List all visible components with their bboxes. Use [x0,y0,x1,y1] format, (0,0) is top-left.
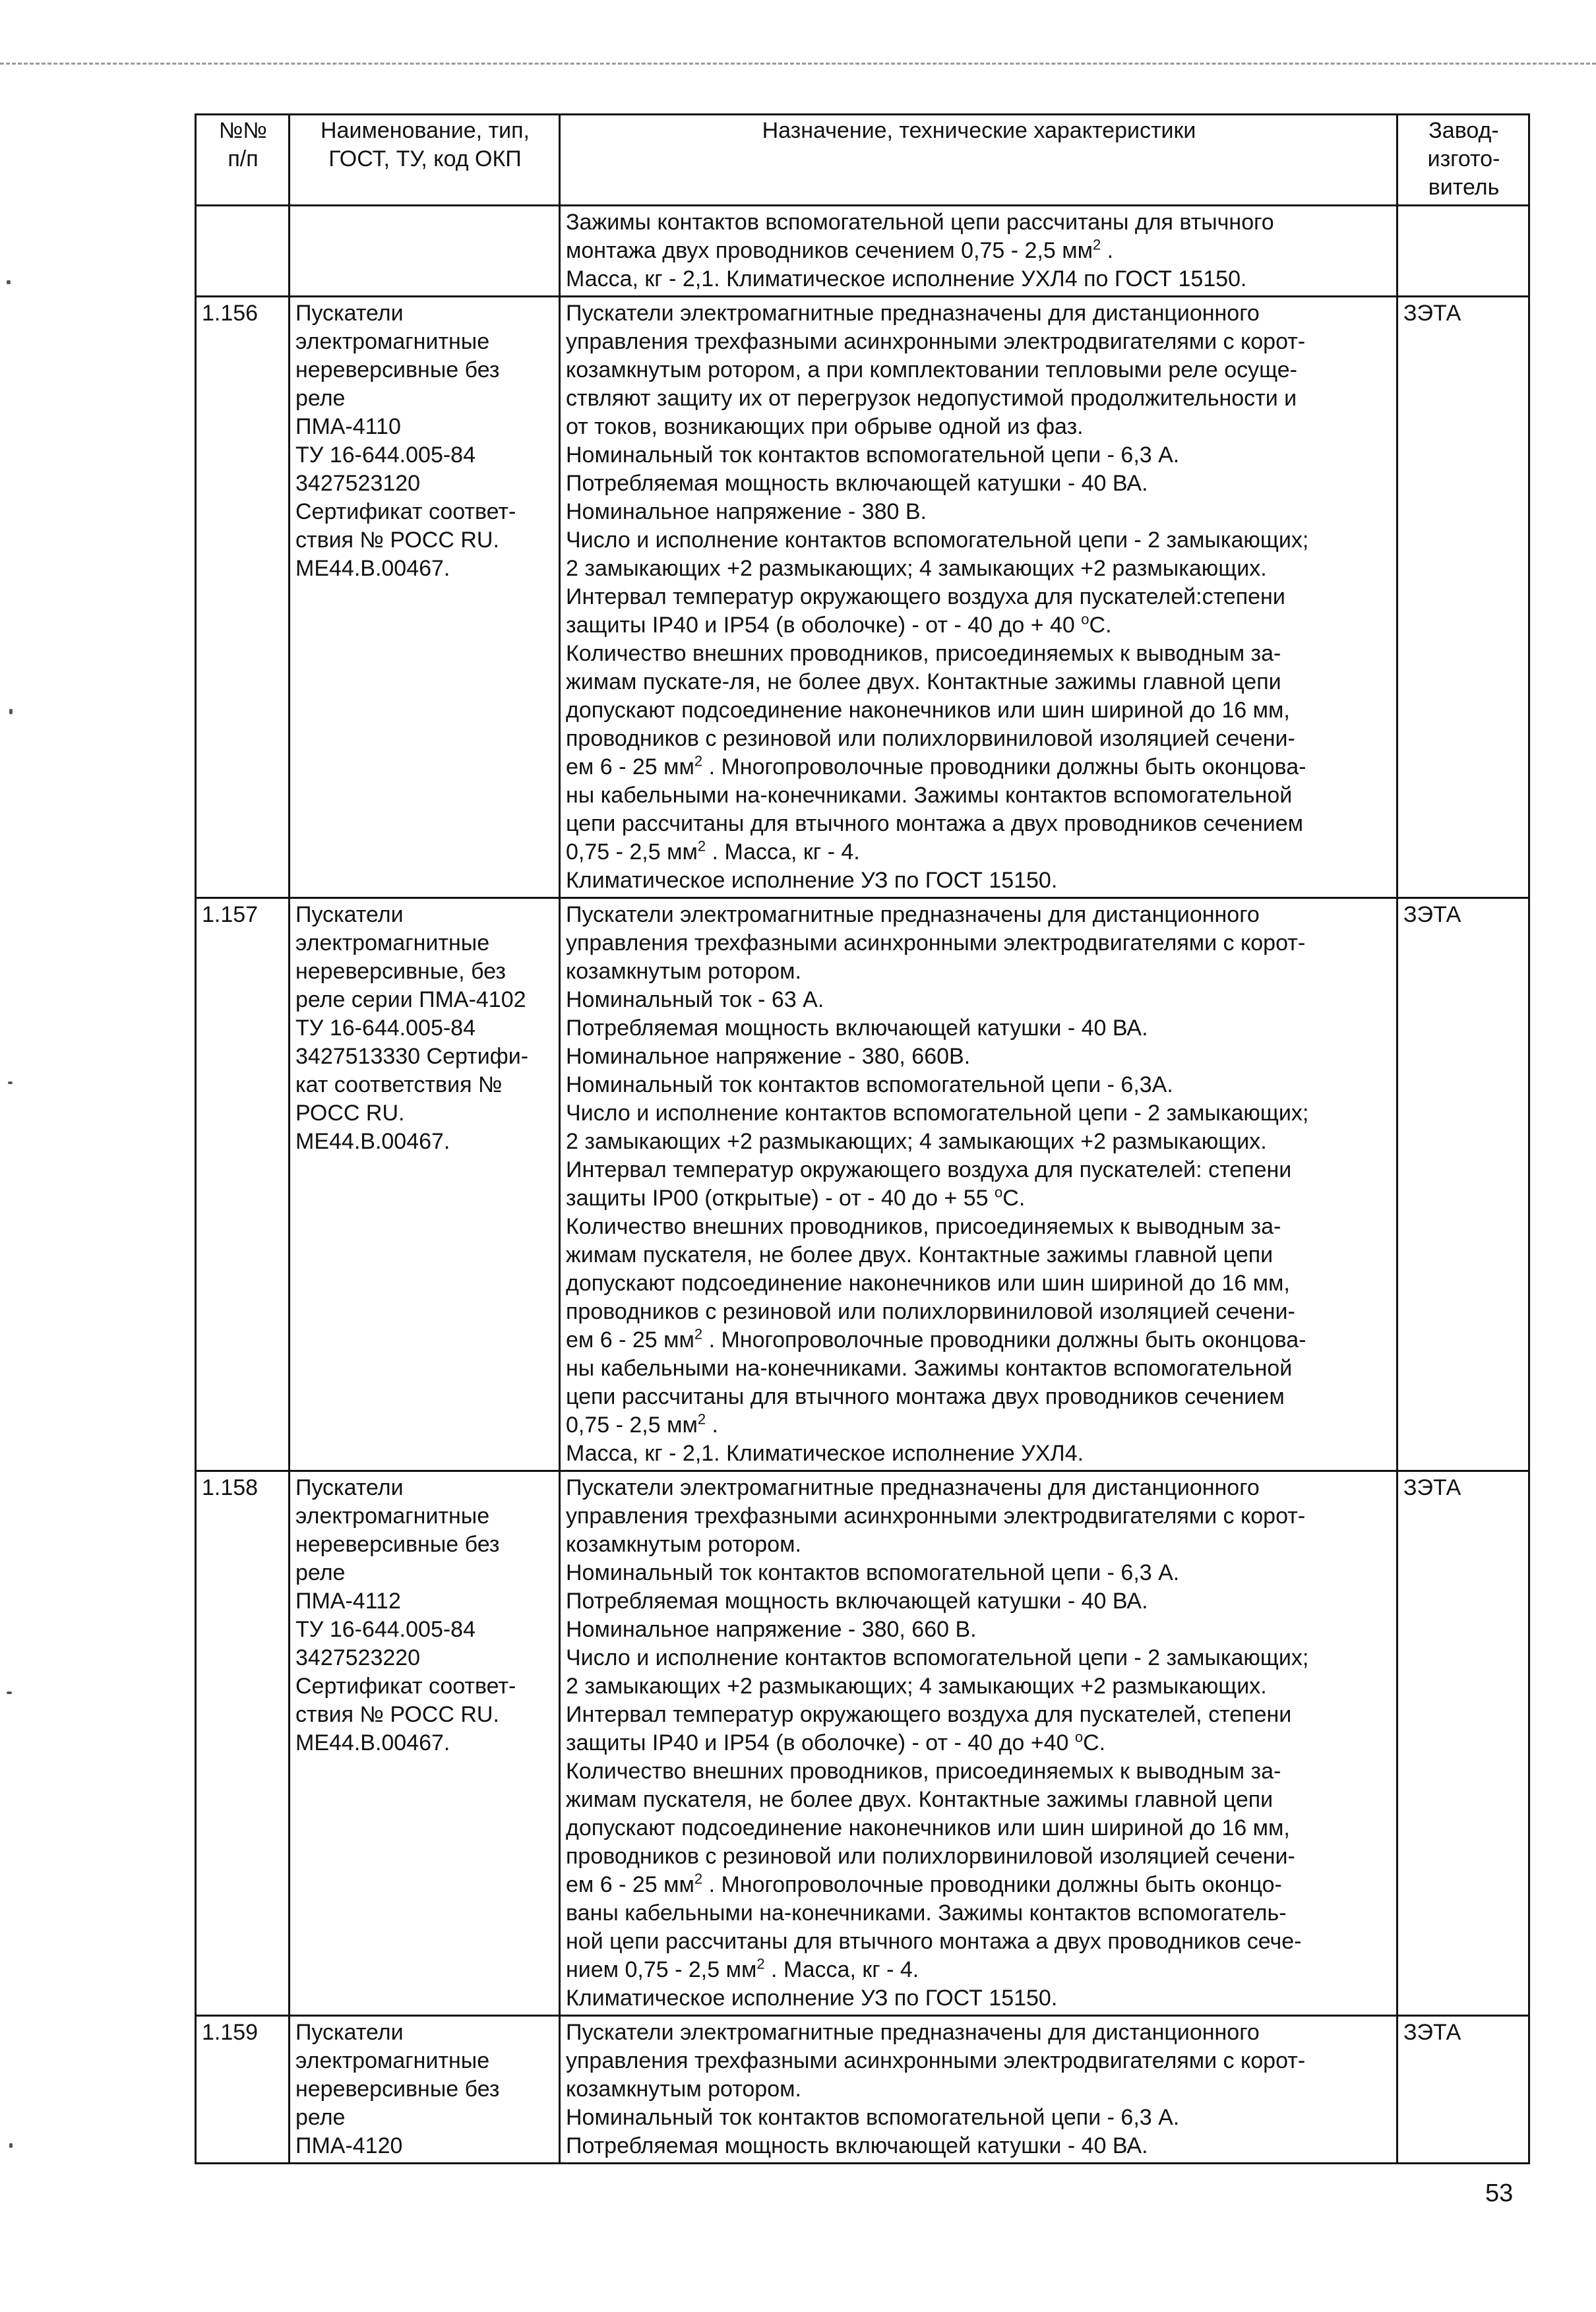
description-line: проводников с резиновой или полихлорвиниловой изоляцией сечени- [566,726,1295,751]
description-line: цепи рассчитаны для втычного монтажа двух проводников сечением [566,1384,1285,1409]
description-line: ной цепи рассчитаны для втычного монтажа а двух проводников сече- [566,1929,1302,1954]
description-line: Номинальный ток контактов вспомогательной цепи - 6,3А. [566,1072,1173,1097]
table-row [196,1471,1529,2016]
description-line: Пускатели электромагнитные предназначены для дистанционного [566,301,1260,326]
name-line: реле [295,2105,346,2130]
scan-speck [8,1081,13,1084]
description-line: Климатическое исполнение УЗ по ГОСТ 15150. [566,868,1058,893]
name-line: Сертификат соответ- [295,1674,516,1699]
name-line: электромагнитные [295,1504,490,1529]
cell-number: 1.158 [196,1471,290,2016]
description-line: козамкнутым ротором, а при комплектовании тепловыми реле осуще- [566,357,1297,382]
table-row [196,2016,1529,2164]
description-line: Номинальное напряжение - 380, 660В. [566,1044,971,1069]
description-line: проводников с резиновой или полихлорвиниловой изоляцией сечени- [566,1299,1295,1324]
description-line: Интервал температур окружающего воздуха для пускателей:степени [566,584,1285,609]
header-line: №№ [219,118,267,143]
description-line: защиты IP40 и IP54 (в оболочке) - от - 40 до + 40 $^o$С. [566,611,1112,638]
scan-speck [7,1691,12,1694]
description-line: ем 6 - 25 $мм^2$ . Многопроволочные проводники должны быть оконцо- [566,1870,1282,1897]
header-line: изгото- [1427,146,1500,171]
cell-manufacturer [1397,206,1529,297]
description-line: Потребляемая мощность включающей катушки - 40 ВА. [566,2133,1148,2158]
description-line: 2 замыкающих +2 размыкающих; 4 замыкающих +2 размыкающих. [566,1674,1267,1699]
description-line: от токов, возникающих при обрыве одной из фаз. [566,414,1084,439]
name-line: реле серии ПМА-4102 [295,987,526,1012]
description-line: Пускатели электромагнитные предназначены для дистанционного [566,902,1260,927]
description-line: жимам пускателя, не более двух. Контактные зажимы главной цепи [566,1787,1274,1812]
name-line: ТУ 16-644.005-84 [295,1016,476,1041]
description-line: ны кабельными на-конечниками. Зажимы контактов вспомогательной [566,783,1293,808]
name-line: МЕ44.В.00467. [295,556,450,581]
cell-description [560,2016,1397,2164]
superscript: o [995,1184,1003,1201]
cell-manufacturer: ЗЭТА [1397,1471,1529,2016]
name-line: ствия № РОСС RU. [295,528,499,553]
name-line: нереверсивные без [295,2077,500,2102]
table-row-continuation [196,206,1529,297]
name-line: электромагнитные [295,329,490,354]
description-line: козамкнутым ротором. [566,1532,801,1557]
cell-description [560,206,1397,297]
description-line: ваны кабельными на-конечниками. Зажимы контактов вспомогатель- [566,1901,1287,1926]
header-line: Назначение, технические характеристики [762,118,1196,143]
description-line: ны кабельными на-конечниками. Зажимы контактов вспомогательной [566,1356,1293,1381]
cell-number [196,206,290,297]
superscript: 2 [697,1411,706,1428]
name-line: кат соответствия № [295,1072,503,1097]
scan-speck [9,2143,13,2148]
description-line: 0,75 - 2,5 $мм^2$ . Масса, кг - 4. [566,837,860,865]
description-line: защиты IP00 (открытые) - от - 40 до + 55 $^o$С. [566,1184,1026,1211]
description-line: Зажимы контактов вспомогательной цепи рассчитаны для втычного [566,210,1274,235]
name-line: 3427513330 Сертифи- [295,1044,529,1069]
name-line: ПМА-4110 [295,414,401,439]
header-line: Наименование, тип, [320,118,530,143]
superscript: 2 [694,752,703,770]
name-line: ПМА-4112 [295,1589,401,1614]
cell-description [560,1471,1397,2016]
name-line: ПМА-4120 [295,2133,403,2158]
description-line: Пускатели электромагнитные предназначены для дистанционного [566,1475,1260,1500]
description-line: Номинальное напряжение - 380 В. [566,499,927,524]
cell-manufacturer: ЗЭТА [1397,2016,1529,2164]
description-line: Масса, кг - 2,1. Климатическое исполнение УХЛ4 по ГОСТ 15150. [566,266,1247,291]
description-line: 0,75 - 2,5 $мм^2$ . [566,1411,719,1438]
name-line: Пускатели [295,902,404,927]
table-row [196,898,1529,1471]
description-line: Число и исполнение контактов вспомогательной цепи - 2 замыкающих; [566,528,1309,553]
description-line: Пускатели электромагнитные предназначены для дистанционного [566,2020,1260,2045]
name-line: Пускатели [295,1475,404,1500]
superscript: 2 [756,1955,765,1972]
description-line: 2 замыкающих +2 размыкающих; 4 замыкающих +2 размыкающих. [566,556,1267,581]
name-line: нереверсивные без [295,1532,500,1557]
header-manufacturer [1397,115,1529,206]
name-line: реле [295,1560,346,1585]
header-description [560,115,1397,206]
cell-name [290,297,560,898]
header-number [196,115,290,206]
name-line: ТУ 16-644.005-84 [295,1617,476,1642]
description-line: Номинальное напряжение - 380, 660 В. [566,1617,977,1642]
name-line: РОСС RU. [295,1101,405,1126]
description-line: Количество внешних проводников, присоединяемых к выводным за- [566,1214,1281,1239]
cell-description [560,297,1397,898]
description-line: козамкнутым ротором. [566,959,801,984]
description-line: Номинальный ток контактов вспомогательной цепи - 6,3 А. [566,442,1180,468]
superscript: 2 [694,1325,703,1343]
name-line: Сертификат соответ- [295,499,516,524]
description-line: допускают подсоединение наконечников или шин шириной до 16 мм, [566,698,1290,723]
superscript: 2 [697,837,706,855]
description-line: защиты IP40 и IP54 (в оболочке) - от - 40 до +40 $^o$С. [566,1728,1106,1755]
description-line: Число и исполнение контактов вспомогательной цепи - 2 замыкающих; [566,1101,1309,1126]
description-line: допускают подсоединение наконечников или шин шириной до 16 мм, [566,1815,1290,1840]
description-line: управления трехфазными асинхронными электродвигателями с корот- [566,930,1306,956]
name-line: нереверсивные, без [295,959,506,984]
header-name [290,115,560,206]
superscript: o [1074,1728,1084,1746]
description-line: монтажа двух проводников сечением 0,75 - 2,5 $мм^2$ . [566,236,1114,263]
name-line: электромагнитные [295,2048,490,2073]
table-row [196,297,1529,898]
cell-name [290,2016,560,2164]
description-line: жимам пускате-ля, не более двух. Контактные зажимы главной цепи [566,669,1281,694]
superscript: 2 [694,1870,703,1887]
cell-number: 1.157 [196,898,290,1471]
description-line: ствляют защиту их от перегрузок недопустимой продолжительности и [566,386,1297,411]
description-line: управления трехфазными асинхронными электродвигателями с корот- [566,1504,1306,1529]
header-line: ГОСТ, ТУ, код ОКП [328,146,522,171]
description-line: Число и исполнение контактов вспомогательной цепи - 2 замыкающих; [566,1645,1309,1670]
description-line: 2 замыкающих +2 размыкающих; 4 замыкающих +2 размыкающих. [566,1129,1267,1154]
description-line: Номинальный ток контактов вспомогательной цепи - 6,3 А. [566,1560,1180,1585]
cell-number: 1.156 [196,297,290,898]
description-line: проводников с резиновой или полихлорвиниловой изоляцией сечени- [566,1844,1295,1869]
cell-description [560,898,1397,1471]
superscript: 2 [1092,236,1101,253]
description-line: Потребляемая мощность включающей катушки - 40 ВА. [566,471,1148,496]
name-line: МЕ44.В.00467. [295,1730,450,1755]
scan-speck [9,709,13,714]
superscript: o [1081,611,1090,628]
cell-name [290,206,560,297]
description-line: допускают подсоединение наконечников или шин шириной до 16 мм, [566,1271,1290,1296]
cell-manufacturer: ЗЭТА [1397,898,1529,1471]
description-line: нием 0,75 - 2,5 $мм^2$ . Масса, кг - 4. [566,1955,919,1982]
name-line: МЕ44.В.00467. [295,1129,450,1154]
scan-speck [7,280,11,284]
name-line: реле [295,386,346,411]
name-line: электромагнитные [295,930,490,956]
table-header-row [196,115,1529,206]
description-line: Масса, кг - 2,1. Климатическое исполнение УХЛ4. [566,1441,1084,1466]
header-line: витель [1428,175,1500,200]
cell-name [290,1471,560,2016]
cell-name [290,898,560,1471]
description-line: Потребляемая мощность включающей катушки - 40 ВА. [566,1589,1148,1614]
page-number: 53 [1485,2179,1514,2207]
table-body [196,206,1529,2164]
name-line: ствия № РОСС RU. [295,1702,499,1727]
description-line: Интервал температур окружающего воздуха для пускателей, степени [566,1702,1292,1727]
specification-table [195,113,1530,2164]
header-line: п/п [228,146,259,171]
description-line: жимам пускателя, не более двух. Контактные зажимы главной цепи [566,1242,1274,1267]
description-line: Количество внешних проводников, присоединяемых к выводным за- [566,1759,1281,1784]
name-line: нереверсивные без [295,357,500,382]
description-line: ем 6 - 25 $мм^2$ . Многопроволочные проводники должны быть оконцова- [566,1325,1306,1353]
description-line: цепи рассчитаны для втычного монтажа а двух проводников сечением [566,811,1304,836]
name-line: 3427523120 [295,471,421,496]
description-line: Потребляемая мощность включающей катушки - 40 ВА. [566,1016,1148,1041]
description-line: Номинальный ток - 63 А. [566,987,824,1012]
description-line: козамкнутым ротором. [566,2077,801,2102]
header-line: Завод- [1428,118,1499,143]
description-line: ем 6 - 25 $мм^2$ . Многопроволочные проводники должны быть оконцова- [566,752,1306,779]
description-line: Номинальный ток контактов вспомогательной цепи - 6,3 А. [566,2105,1180,2130]
description-line: управления трехфазными асинхронными электродвигателями с корот- [566,329,1306,354]
name-line: Пускатели [295,2020,404,2045]
description-line: Интервал температур окружающего воздуха для пускателей: степени [566,1157,1292,1182]
scan-top-edge-line [0,63,1596,65]
name-line: ТУ 16-644.005-84 [295,442,476,468]
cell-manufacturer: ЗЭТА [1397,297,1529,898]
description-line: управления трехфазными асинхронными электродвигателями с корот- [566,2048,1306,2073]
name-line: 3427523220 [295,1645,421,1670]
description-line: Количество внешних проводников, присоединяемых к выводным за- [566,641,1281,666]
cell-number: 1.159 [196,2016,290,2164]
name-line: Пускатели [295,301,404,326]
description-line: Климатическое исполнение УЗ по ГОСТ 15150. [566,1986,1058,2011]
